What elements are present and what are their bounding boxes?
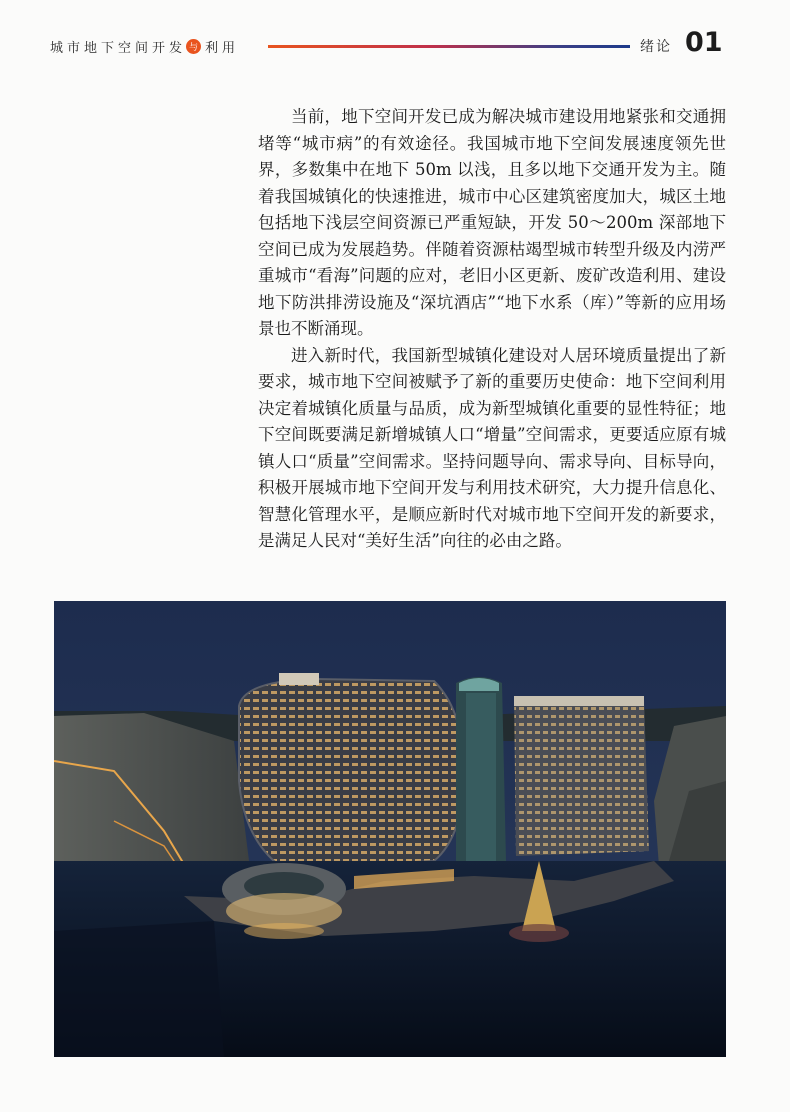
- right-wing-roof: [514, 696, 644, 706]
- paragraph: 当前，地下空间开发已成为解决城市建设用地紧张和交通拥堵等“城市病”的有效途径。我国城市地下空间发展速度领先世界，多数集中在地下 50m 以浅，且多以地下交通开发为主。随着我国城镇化的快速推进，城市中心区建筑密度加大，城区土地包括地下浅层空间资源已严重短缺，开发 50～200m 深部地下空间已成为发展趋势。伴随着资源枯竭型城市转型升级及内涝严重城市“看海”问题的应对，老旧小区更新、废矿改造利用、建设地下防洪排涝设施及“深坑酒店”“地下水系（库）”等新的应用场景也不断涌现。: [258, 107, 726, 338]
- tree-plaza: [509, 924, 569, 942]
- curved-hotel-wing: [239, 679, 464, 869]
- running-title-badge: 与: [186, 39, 201, 54]
- pavilion-reflection: [244, 923, 324, 939]
- running-title-pre: 城市地下空间开发: [50, 41, 187, 56]
- page-header: [0, 0, 790, 80]
- paragraph: 进入新时代，我国新型城镇化建设对人居环境质量提出了新要求，城市地下空间被赋予了新的重要历史使命：地下空间利用决定着城镇化质量与品质，成为新型城镇化重要的显性特征；地下空间既要满足新增城镇人口“增量”空间需求，更要适应原有城镇人口“质量”空间需求。坚持问题导向、需求导向、目标导向，积极开展城市地下空间开发与利用技术研究，大力提升信息化、智慧化管理水平，是顺应新时代对城市地下空间开发的新要求，是满足人民对“美好生活”向往的必由之路。: [258, 345, 726, 550]
- photo-illustration: [54, 601, 726, 1057]
- tower-glass: [466, 693, 496, 863]
- running-title: [50, 37, 239, 56]
- right-hotel-wing: [514, 696, 649, 856]
- body-text: [258, 104, 726, 555]
- roof-structure: [279, 673, 319, 685]
- chapter-number: 01: [685, 27, 723, 58]
- dark-water-foreground: [54, 921, 224, 1057]
- quarry-hotel-photo: [54, 601, 726, 1057]
- running-title-post: 利用: [205, 41, 240, 56]
- chapter-label: 绪论: [640, 39, 672, 55]
- header-gradient-rule: [268, 45, 630, 48]
